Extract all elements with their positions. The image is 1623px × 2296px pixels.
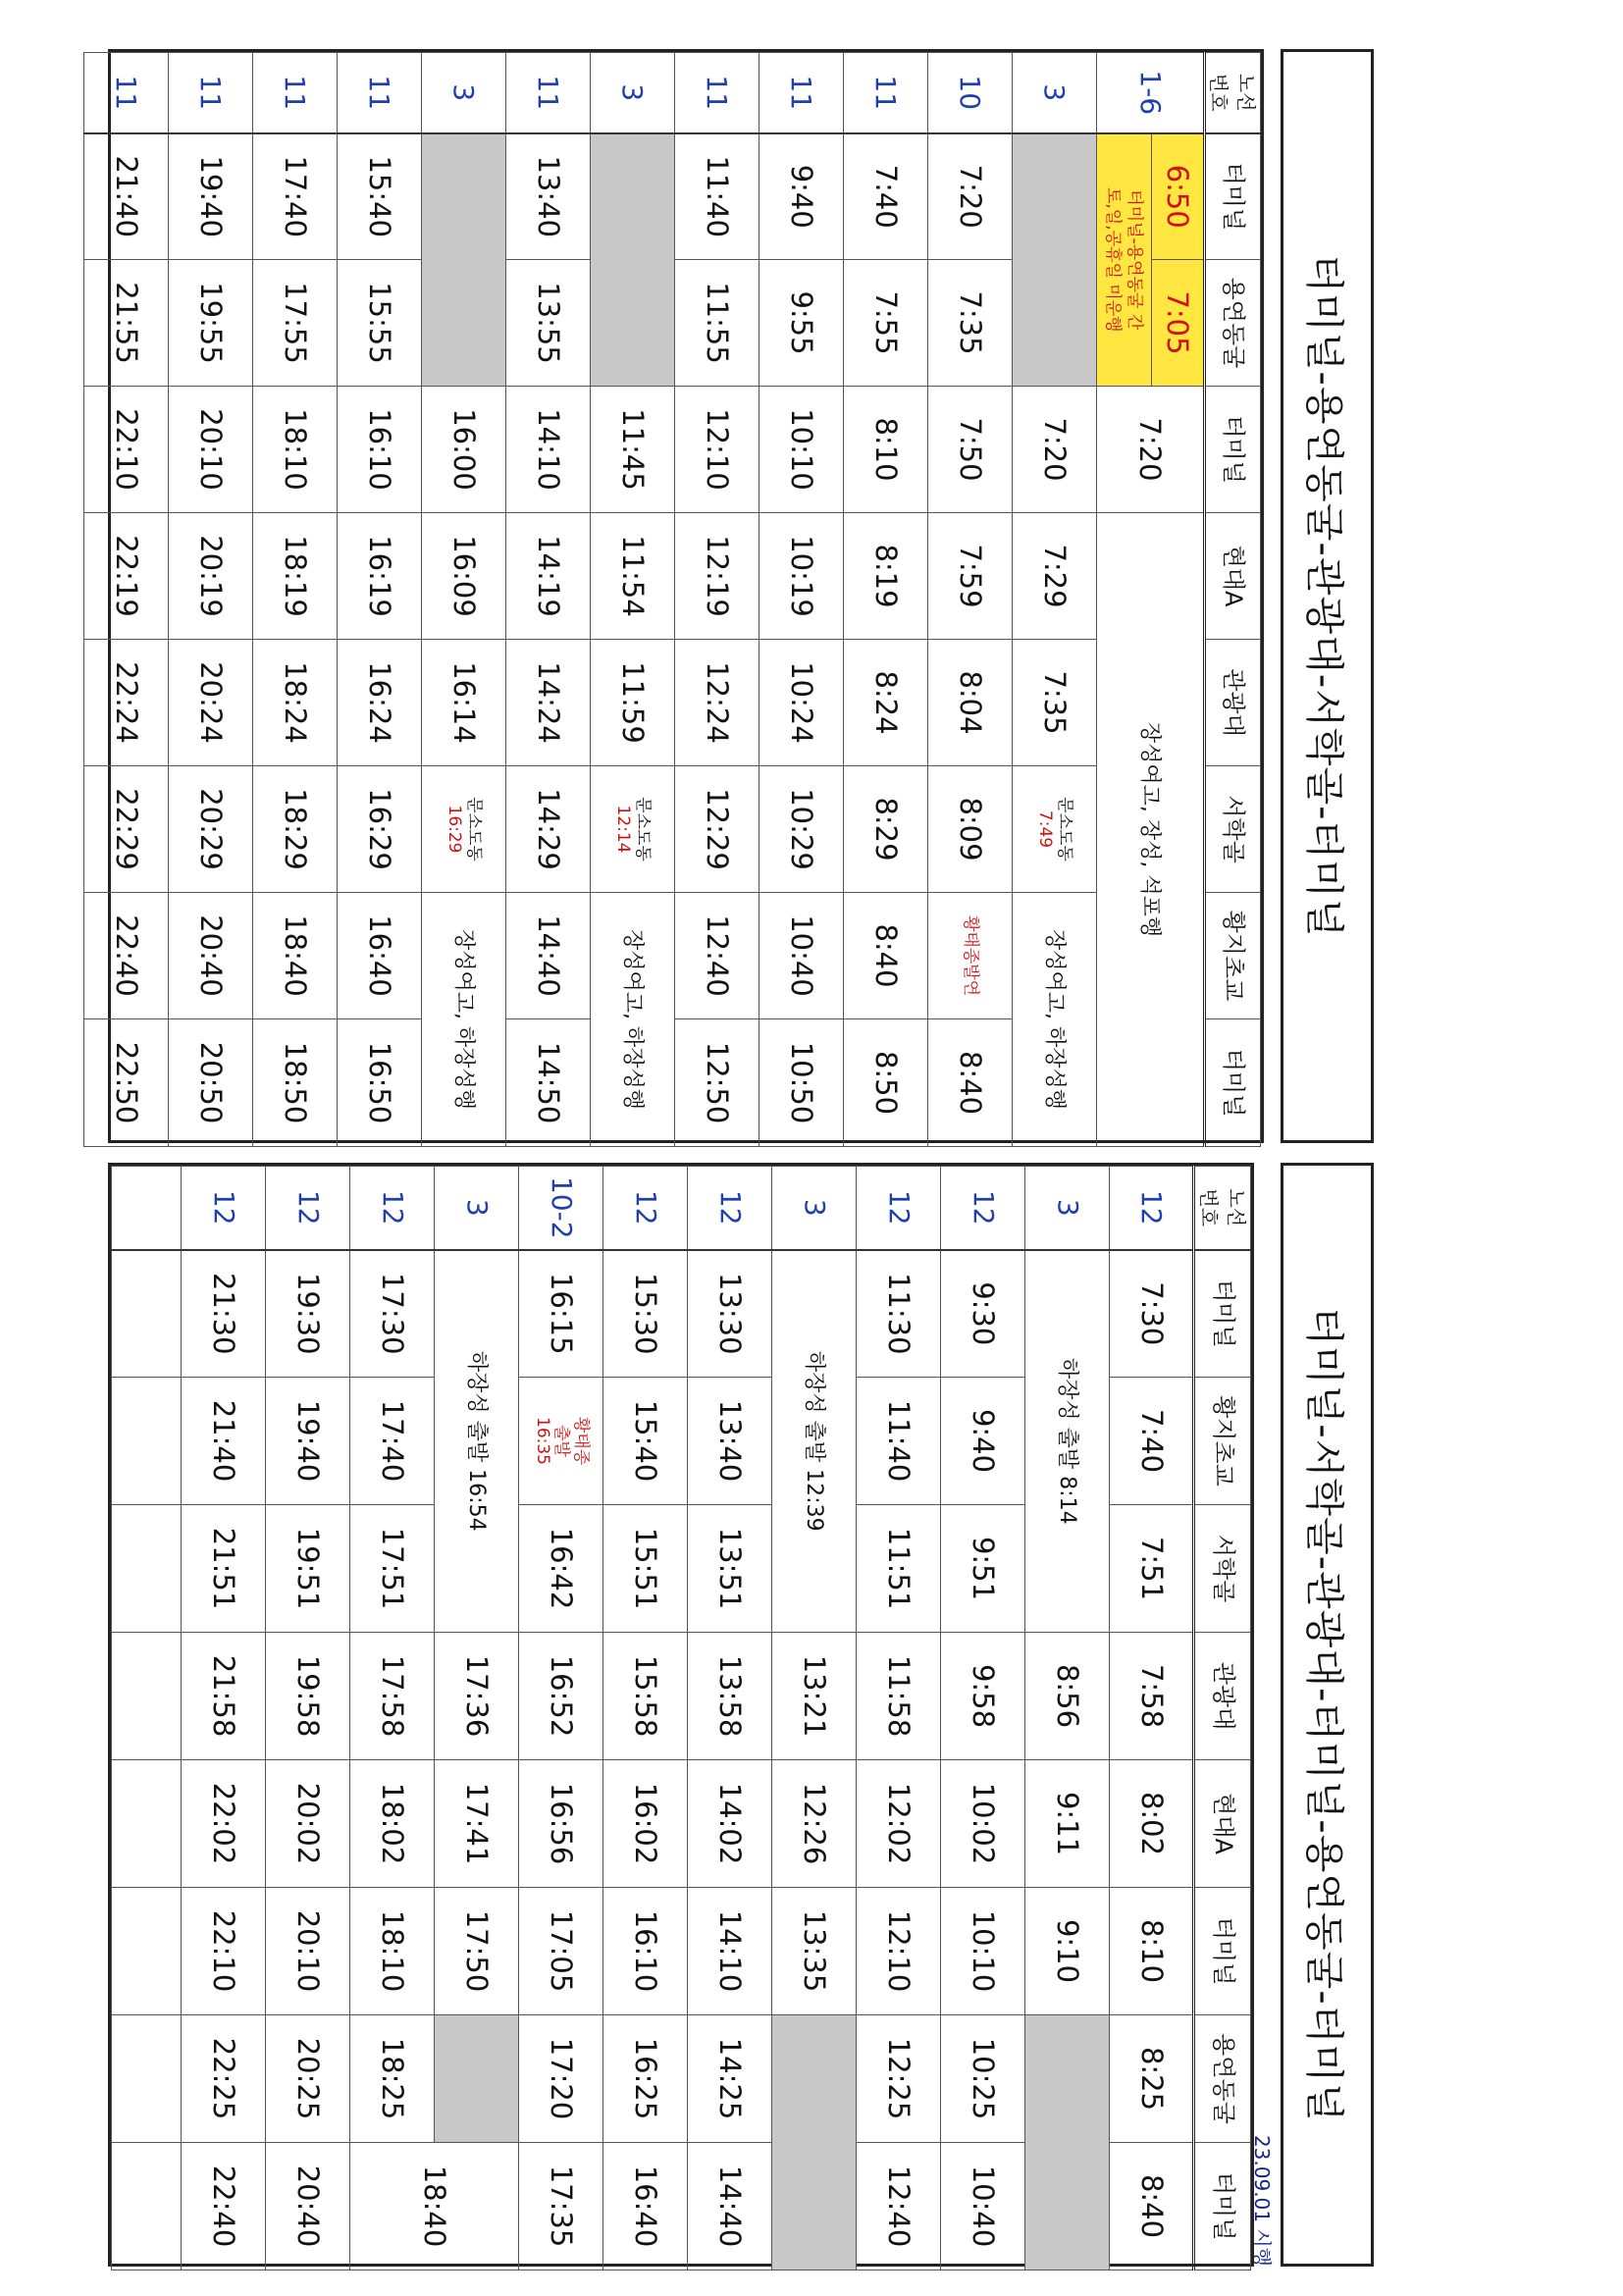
table-row <box>1012 53 1096 1147</box>
table-row <box>1025 1167 1110 2270</box>
table-row <box>674 53 759 1147</box>
header-tourism-college: 관광대 <box>1204 640 1260 766</box>
departure-note: 황태종 출발 16:35 <box>519 1378 603 1505</box>
time-cell: 11:51 <box>857 1505 941 1633</box>
time-cell: 8:10 <box>843 387 927 513</box>
header-route-no: 노선 번호 <box>1194 1167 1251 1250</box>
table-row <box>350 1167 435 2270</box>
time-cell: 21:58 <box>182 1633 266 1760</box>
right-timetable <box>108 1163 1374 2267</box>
time-cell: 16:25 <box>603 2015 688 2143</box>
time-cell: 17:51 <box>350 1505 435 1633</box>
time-cell: 14:40 <box>505 893 590 1019</box>
time-cell: 10:24 <box>759 640 843 766</box>
route-number: 11 <box>252 53 337 133</box>
time-cell: 10:40 <box>759 893 843 1019</box>
time-cell: 11:58 <box>857 1633 941 1760</box>
time-cell: 14:40 <box>688 2143 772 2270</box>
destination-note: 장성여고, 하장성행 <box>590 893 674 1147</box>
route-number: 11 <box>337 53 421 133</box>
header-hyundai-a: 현대A <box>1194 1760 1251 1888</box>
time-cell: 17:41 <box>435 1760 519 1888</box>
time-cell: 18:10 <box>350 1888 435 2015</box>
time-cell: 17:58 <box>350 1633 435 1760</box>
time-cell: 19:58 <box>266 1633 350 1760</box>
time-cell: 8:40 <box>843 893 927 1019</box>
time-cell: 7:58 <box>1110 1633 1194 1760</box>
table-row <box>182 1167 266 2270</box>
header-terminal: 터미널 <box>1204 387 1260 513</box>
header-route-no: 노선 번호 <box>1204 53 1260 133</box>
header-terminal: 터미널 <box>1194 1888 1251 2015</box>
table-row <box>941 1167 1025 2270</box>
left-timetable <box>108 49 1374 1143</box>
time-cell: 13:21 <box>772 1633 857 1760</box>
time-cell: 18:24 <box>252 640 337 766</box>
time-cell: 12:24 <box>674 640 759 766</box>
time-cell: 17:20 <box>519 2015 603 2143</box>
destination-note: 장성여고, 장성, 석포행 <box>1096 513 1204 1147</box>
time-cell: 17:30 <box>350 1250 435 1378</box>
route-number: 12 <box>857 1167 941 1250</box>
time-cell: 18:40 <box>350 2143 519 2270</box>
header-terminal: 터미널 <box>1194 2143 1251 2270</box>
table-row <box>168 53 252 1147</box>
time-cell: 10:10 <box>759 387 843 513</box>
time-cell: 14:02 <box>688 1760 772 1888</box>
time-cell: 16:00 <box>421 387 505 513</box>
time-cell: 9:30 <box>941 1250 1025 1378</box>
route-number: 3 <box>1012 53 1096 133</box>
time-cell: 10:02 <box>941 1760 1025 1888</box>
route-number: 12 <box>603 1167 688 1250</box>
route-number: 3 <box>1025 1167 1110 1250</box>
time-cell: 12:10 <box>857 1888 941 2015</box>
departure-note: 황태종발연 <box>927 893 1012 1019</box>
time-cell: 18:19 <box>252 513 337 640</box>
time-cell: 7:35 <box>927 260 1012 387</box>
time-cell: 16:10 <box>603 1888 688 2015</box>
time-cell: 22:10 <box>83 387 168 513</box>
route-number: 10-2 <box>519 1167 603 1250</box>
table-row <box>590 53 674 1147</box>
route-number: 1-6 <box>1096 53 1204 133</box>
table-row <box>759 53 843 1147</box>
via-stop-cell: 문소도동 12:14 <box>590 766 674 893</box>
time-cell: 8:09 <box>927 766 1012 893</box>
time-cell: 16:42 <box>519 1505 603 1633</box>
time-cell: 7:29 <box>1012 513 1096 640</box>
time-cell: 8:04 <box>927 640 1012 766</box>
time-cell: 18:02 <box>350 1760 435 1888</box>
destination-note: 장성여고, 하장성행 <box>421 893 505 1147</box>
time-cell: 18:50 <box>252 1019 337 1147</box>
time-cell: 8:50 <box>843 1019 927 1147</box>
time-cell: 16:24 <box>337 640 421 766</box>
time-cell: 10:40 <box>941 2143 1025 2270</box>
time-cell: 22:29 <box>83 766 168 893</box>
empty-cell <box>112 1888 182 2015</box>
time-cell: 6:50 <box>1151 133 1204 260</box>
empty-cell <box>112 1378 182 1505</box>
time-cell: 8:10 <box>1110 1888 1194 2015</box>
time-cell: 16:29 <box>337 766 421 893</box>
time-cell: 21:40 <box>83 133 168 260</box>
right-title-box <box>1281 1163 1374 2267</box>
header-yongyeon-cave: 용연동굴 <box>1194 2015 1251 2143</box>
header-yongyeon-cave: 용연동굴 <box>1204 260 1260 387</box>
time-cell: 11:40 <box>857 1378 941 1505</box>
time-cell: 8:29 <box>843 766 927 893</box>
time-cell: 20:10 <box>266 1888 350 2015</box>
no-service-cell <box>435 2015 519 2143</box>
origin-note: 하장성 출발 8:14 <box>1025 1250 1110 1633</box>
time-cell: 8:40 <box>927 1019 1012 1147</box>
time-cell: 16:50 <box>337 1019 421 1147</box>
time-cell: 12:25 <box>857 2015 941 2143</box>
origin-note: 하장성 출발 12:39 <box>772 1250 857 1633</box>
time-cell: 15:30 <box>603 1250 688 1378</box>
time-cell: 17:05 <box>519 1888 603 2015</box>
time-cell: 8:19 <box>843 513 927 640</box>
time-cell: 22:02 <box>182 1760 266 1888</box>
time-cell: 11:40 <box>674 133 759 260</box>
route-number: 11 <box>759 53 843 133</box>
time-cell: 7:40 <box>843 133 927 260</box>
time-cell: 11:55 <box>674 260 759 387</box>
header-terminal: 터미널 <box>1204 1019 1260 1147</box>
time-cell: 7:55 <box>843 260 927 387</box>
via-stop-cell: 문소도동 16:29 <box>421 766 505 893</box>
time-cell: 11:54 <box>590 513 674 640</box>
table-row <box>857 1167 941 2270</box>
time-cell: 19:40 <box>266 1378 350 1505</box>
table-row <box>266 1167 350 2270</box>
route-number: 3 <box>772 1167 857 1250</box>
time-cell: 22:19 <box>83 513 168 640</box>
time-cell: 10:10 <box>941 1888 1025 2015</box>
route-number: 12 <box>688 1167 772 1250</box>
right-header-row <box>1194 1167 1251 2270</box>
time-cell: 22:40 <box>182 2143 266 2270</box>
time-cell: 13:40 <box>688 1378 772 1505</box>
time-cell: 20:40 <box>266 2143 350 2270</box>
table-row <box>83 53 168 1147</box>
time-cell: 17:35 <box>519 2143 603 2270</box>
time-cell: 21:40 <box>182 1378 266 1505</box>
time-cell: 22:40 <box>83 893 168 1019</box>
time-cell: 17:55 <box>252 260 337 387</box>
route-number: 11 <box>168 53 252 133</box>
table-row-empty <box>112 1167 182 2270</box>
time-cell: 16:10 <box>337 387 421 513</box>
time-cell: 22:10 <box>182 1888 266 2015</box>
time-cell: 22:50 <box>83 1019 168 1147</box>
time-cell: 7:20 <box>1096 387 1204 513</box>
empty-cell <box>112 2143 182 2270</box>
time-cell: 14:29 <box>505 766 590 893</box>
time-cell: 15:55 <box>337 260 421 387</box>
empty-cell <box>112 1505 182 1633</box>
time-cell: 13:51 <box>688 1505 772 1633</box>
table-row <box>505 53 590 1147</box>
time-cell: 11:45 <box>590 387 674 513</box>
route-number: 12 <box>941 1167 1025 1250</box>
time-cell: 9:40 <box>941 1378 1025 1505</box>
time-cell: 11:59 <box>590 640 674 766</box>
no-service-cell <box>590 133 674 387</box>
empty-cell <box>112 2015 182 2143</box>
table-row <box>927 53 1012 1147</box>
time-cell: 15:40 <box>603 1378 688 1505</box>
time-cell: 16:14 <box>421 640 505 766</box>
time-cell: 20:40 <box>168 893 252 1019</box>
time-cell: 7:40 <box>1110 1378 1194 1505</box>
time-cell: 17:36 <box>435 1633 519 1760</box>
time-cell: 20:25 <box>266 2015 350 2143</box>
time-cell: 10:19 <box>759 513 843 640</box>
time-cell: 16:40 <box>603 2143 688 2270</box>
table-row <box>435 1167 519 2270</box>
empty-cell <box>112 1167 182 1250</box>
table-row <box>772 1167 857 2270</box>
route-number: 12 <box>266 1167 350 1250</box>
time-cell: 21:30 <box>182 1250 266 1378</box>
table-row <box>421 53 505 1147</box>
time-cell: 16:52 <box>519 1633 603 1760</box>
time-cell: 14:50 <box>505 1019 590 1147</box>
time-cell: 22:25 <box>182 2015 266 2143</box>
header-seohakgol: 서학골 <box>1204 766 1260 893</box>
route-number: 3 <box>435 1167 519 1250</box>
destination-note: 장성여고, 하장성행 <box>1012 893 1096 1147</box>
via-stop-cell: 문소도동 7:49 <box>1012 766 1096 893</box>
time-cell: 19:55 <box>168 260 252 387</box>
time-cell: 12:40 <box>857 2143 941 2270</box>
left-header-row <box>1204 53 1260 1147</box>
left-title: 터미널-용연동굴-관광대-서학골-터미널 <box>1301 254 1346 938</box>
time-cell: 13:58 <box>688 1633 772 1760</box>
time-cell: 16:40 <box>337 893 421 1019</box>
time-cell: 13:35 <box>772 1888 857 2015</box>
header-hyundai-a: 현대A <box>1204 513 1260 640</box>
table-row <box>252 53 337 1147</box>
time-cell: 9:58 <box>941 1633 1025 1760</box>
time-cell: 13:30 <box>688 1250 772 1378</box>
origin-note: 하장성 출발 16:54 <box>435 1250 519 1633</box>
route-number: 3 <box>421 53 505 133</box>
time-cell: 12:26 <box>772 1760 857 1888</box>
route-number: 11 <box>83 53 168 133</box>
table-row <box>1151 53 1204 1147</box>
table-row <box>843 53 927 1147</box>
route-number: 11 <box>843 53 927 133</box>
route-number: 11 <box>505 53 590 133</box>
no-service-cell <box>1025 2015 1110 2270</box>
header-seohakgol: 서학골 <box>1194 1505 1251 1633</box>
no-service-cell <box>1012 133 1096 387</box>
table-row <box>688 1167 772 2270</box>
header-terminal: 터미널 <box>1204 133 1260 260</box>
header-hwangji-school: 황지초교 <box>1204 893 1260 1019</box>
time-cell: 9:55 <box>759 260 843 387</box>
time-cell: 16:09 <box>421 513 505 640</box>
time-cell: 19:30 <box>266 1250 350 1378</box>
time-cell: 18:25 <box>350 2015 435 2143</box>
time-cell: 18:10 <box>252 387 337 513</box>
time-cell: 7:05 <box>1151 260 1204 387</box>
time-cell: 10:50 <box>759 1019 843 1147</box>
table-row <box>337 53 421 1147</box>
time-cell: 12:02 <box>857 1760 941 1888</box>
left-title-box <box>1281 49 1374 1143</box>
time-cell: 15:40 <box>337 133 421 260</box>
no-service-cell <box>772 2015 857 2270</box>
time-cell: 19:40 <box>168 133 252 260</box>
time-cell: 9:40 <box>759 133 843 260</box>
route-number: 3 <box>590 53 674 133</box>
route-number: 10 <box>927 53 1012 133</box>
time-cell: 16:15 <box>519 1250 603 1378</box>
time-cell: 13:40 <box>505 133 590 260</box>
time-cell: 21:55 <box>83 260 168 387</box>
time-cell: 14:25 <box>688 2015 772 2143</box>
header-hwangji-school: 황지초교 <box>1194 1378 1251 1505</box>
time-cell: 20:02 <box>266 1760 350 1888</box>
time-cell: 14:19 <box>505 513 590 640</box>
time-cell: 16:19 <box>337 513 421 640</box>
empty-cell <box>112 1633 182 1760</box>
time-cell: 15:58 <box>603 1633 688 1760</box>
time-cell: 18:40 <box>252 893 337 1019</box>
time-cell: 12:29 <box>674 766 759 893</box>
time-cell: 19:51 <box>266 1505 350 1633</box>
time-cell: 14:10 <box>688 1888 772 2015</box>
time-cell: 20:50 <box>168 1019 252 1147</box>
route-number: 12 <box>182 1167 266 1250</box>
right-table <box>108 1163 1254 2267</box>
time-cell: 12:19 <box>674 513 759 640</box>
time-cell: 21:51 <box>182 1505 266 1633</box>
time-cell: 13:55 <box>505 260 590 387</box>
time-cell: 16:02 <box>603 1760 688 1888</box>
time-cell: 7:50 <box>927 387 1012 513</box>
time-cell: 22:24 <box>83 640 168 766</box>
time-cell: 8:02 <box>1110 1760 1194 1888</box>
route-number: 11 <box>674 53 759 133</box>
time-cell: 14:10 <box>505 387 590 513</box>
time-cell: 16:56 <box>519 1760 603 1888</box>
time-cell: 12:10 <box>674 387 759 513</box>
time-cell: 20:24 <box>168 640 252 766</box>
time-cell: 18:29 <box>252 766 337 893</box>
time-cell: 7:35 <box>1012 640 1096 766</box>
time-cell: 8:40 <box>1110 2143 1194 2270</box>
empty-cell <box>112 1760 182 1888</box>
header-terminal: 터미널 <box>1194 1250 1251 1378</box>
time-cell: 9:11 <box>1025 1760 1110 1888</box>
time-cell: 20:19 <box>168 513 252 640</box>
time-cell: 20:29 <box>168 766 252 893</box>
table-row <box>519 1167 603 2270</box>
time-cell: 11:30 <box>857 1250 941 1378</box>
table-row <box>603 1167 688 2270</box>
effective-date: 23.09.01 시행 <box>1250 2134 1274 2267</box>
time-cell: 8:25 <box>1110 2015 1194 2143</box>
time-cell: 10:29 <box>759 766 843 893</box>
header-tourism-college: 관광대 <box>1194 1633 1251 1760</box>
time-cell: 9:51 <box>941 1505 1025 1633</box>
time-cell: 8:24 <box>843 640 927 766</box>
time-cell: 12:40 <box>674 893 759 1019</box>
time-cell: 9:10 <box>1025 1888 1110 2015</box>
table-row <box>1110 1167 1194 2270</box>
no-service-cell <box>421 133 505 387</box>
time-cell: 10:25 <box>941 2015 1025 2143</box>
route-number: 12 <box>1110 1167 1194 1250</box>
operation-note: 터미널-용연동굴 간 토,일,공휴일 미운행 <box>1096 133 1151 387</box>
route-number: 12 <box>350 1167 435 1250</box>
time-cell: 20:10 <box>168 387 252 513</box>
time-cell: 17:40 <box>252 133 337 260</box>
time-cell: 14:24 <box>505 640 590 766</box>
time-cell: 7:20 <box>1012 387 1096 513</box>
time-cell: 15:51 <box>603 1505 688 1633</box>
time-cell: 7:20 <box>927 133 1012 260</box>
time-cell: 7:51 <box>1110 1505 1194 1633</box>
right-title: 터미널-서학골-관광대-터미널-용연동굴-터미널 <box>1301 1307 1346 2122</box>
time-cell: 7:30 <box>1110 1250 1194 1378</box>
time-cell: 12:50 <box>674 1019 759 1147</box>
time-cell: 17:50 <box>435 1888 519 2015</box>
left-table <box>108 49 1264 1143</box>
empty-cell <box>112 1250 182 1378</box>
time-cell: 8:56 <box>1025 1633 1110 1760</box>
time-cell: 7:59 <box>927 513 1012 640</box>
time-cell: 17:40 <box>350 1378 435 1505</box>
